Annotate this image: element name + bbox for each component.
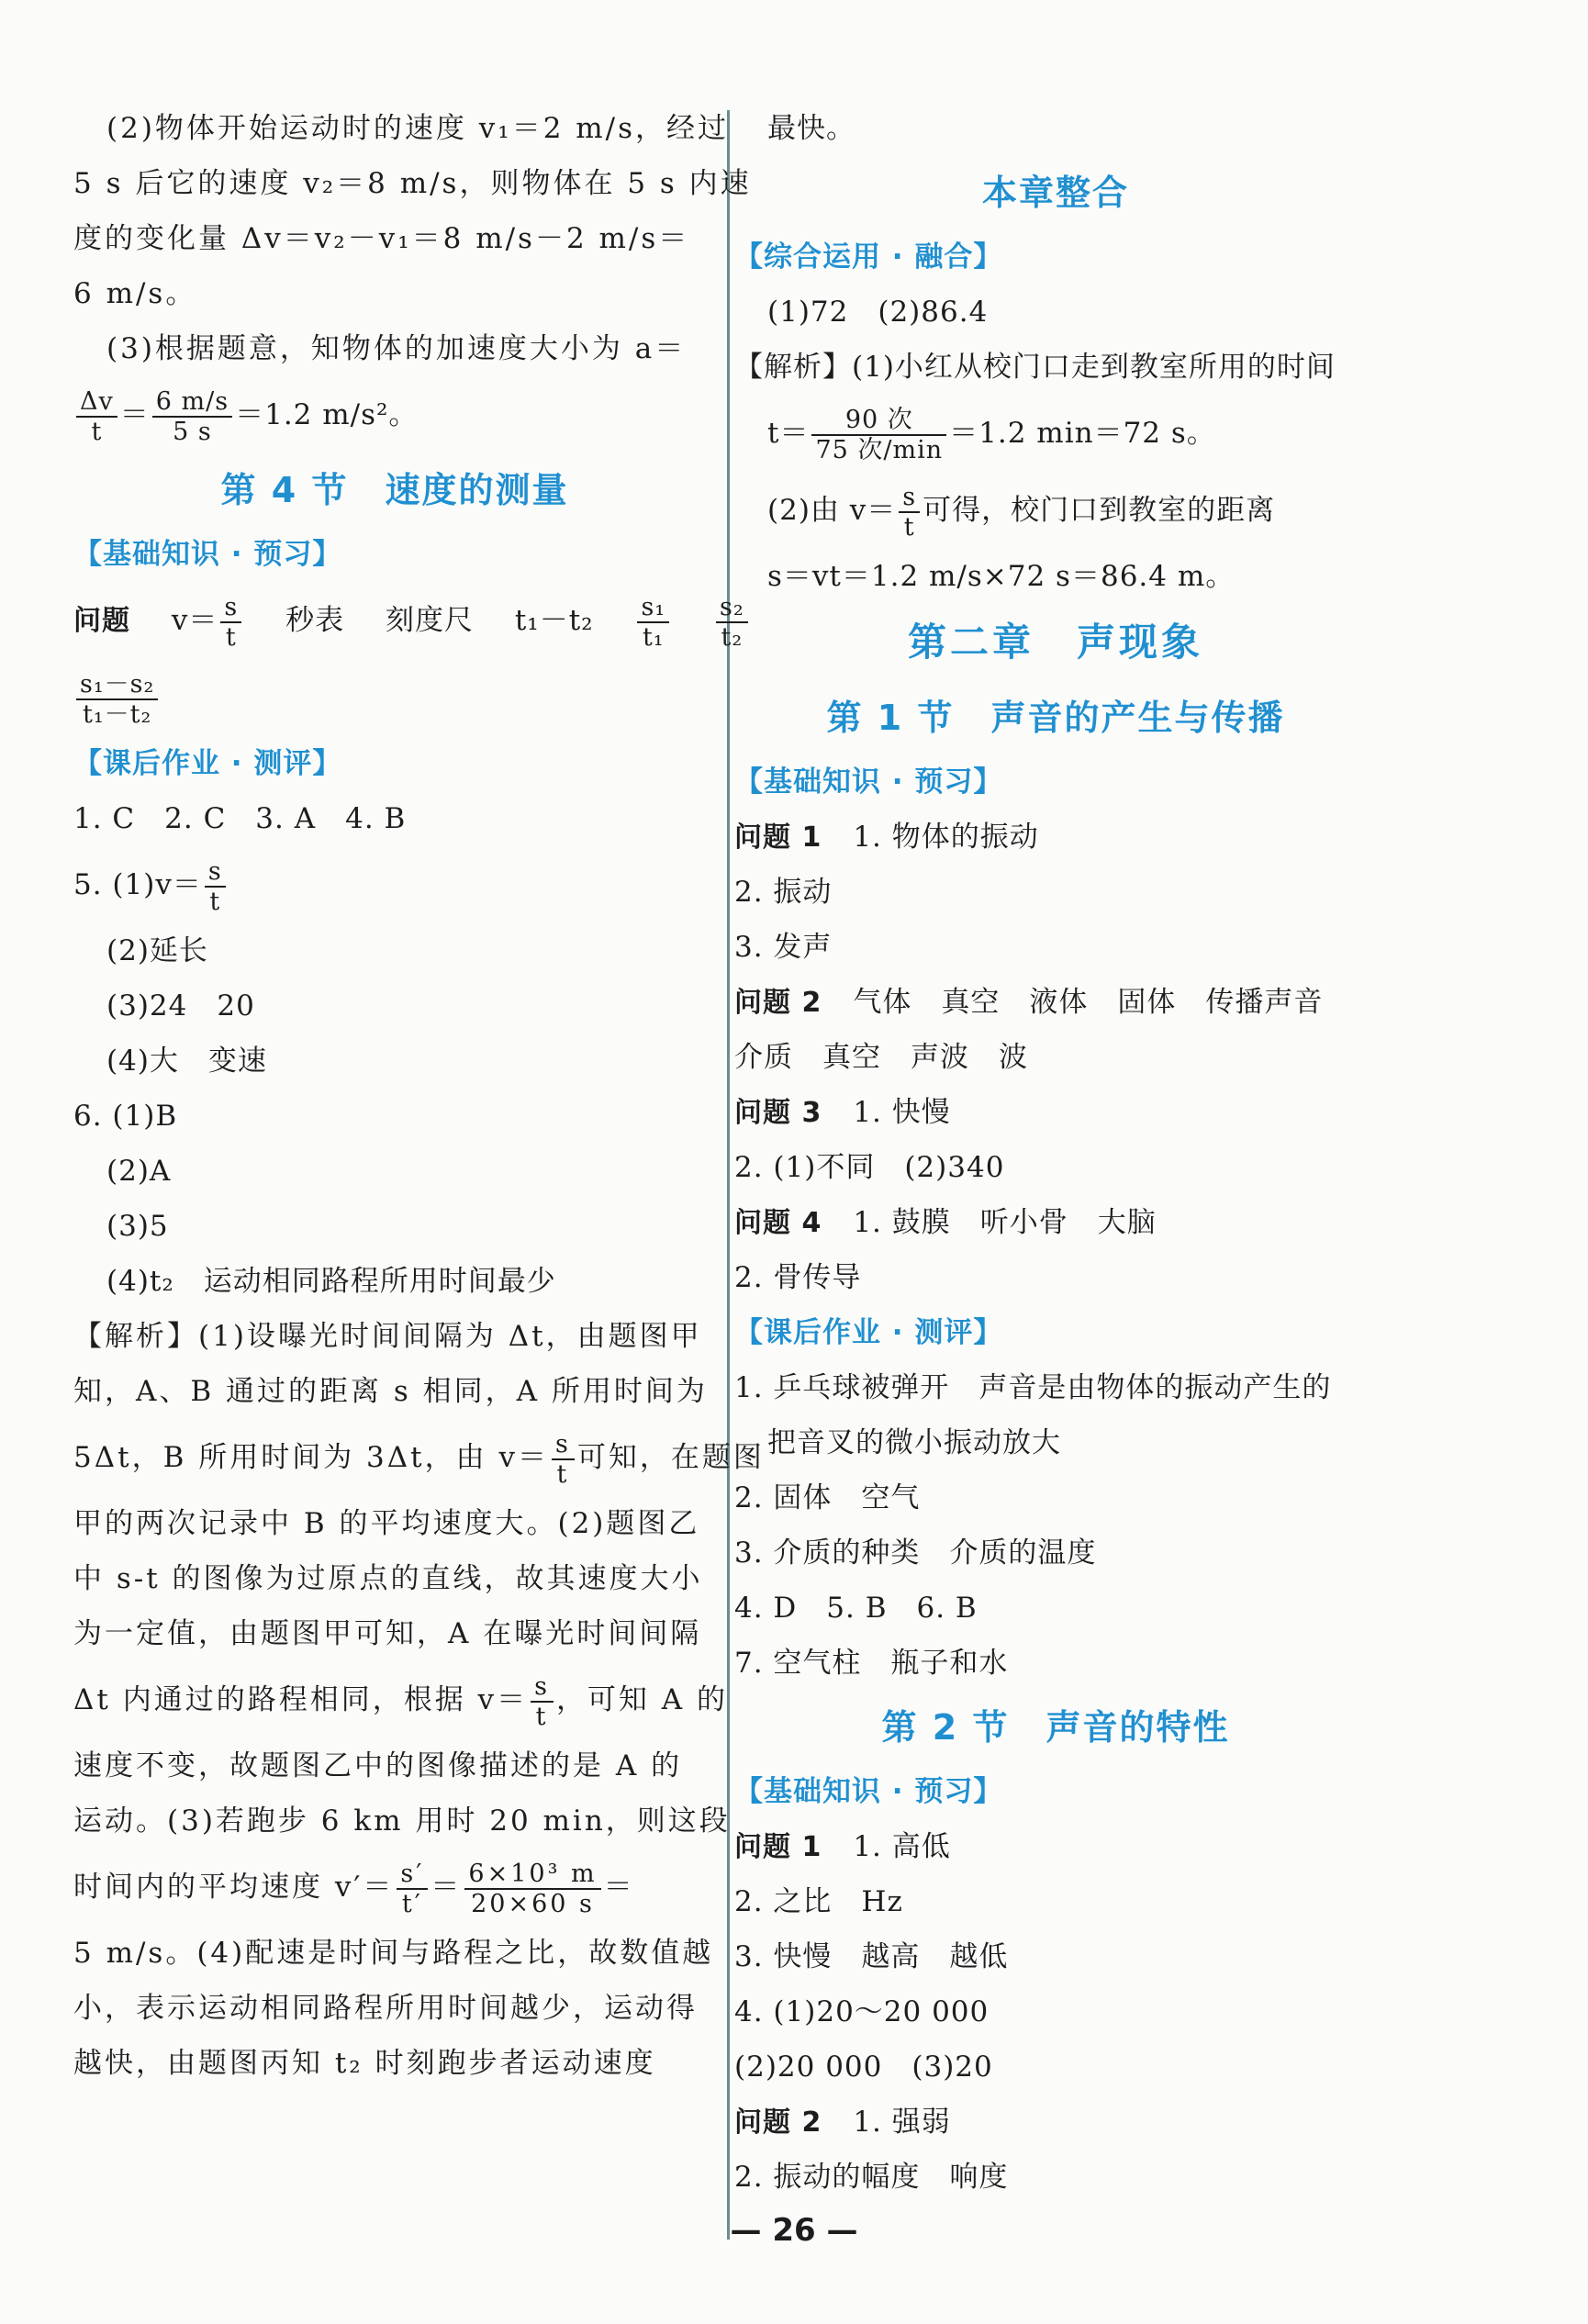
text-line: 越快，由题图丙知 t₂ 时刻跑步者运动速度 <box>73 2047 656 2080</box>
text-line: 【解析】(1)小红从校门口走到教室所用的时间 <box>734 351 1336 384</box>
answer-line: (3)24 20 <box>106 989 255 1022</box>
section-title: 第 4 节 速度的测量 <box>220 470 569 510</box>
text-line: 时间内的平均速度 v′＝ $\frac{s'}{t'}$ ＝ $\frac{\text{6×10³ m}}{20\times 60 s}$ ＝ <box>73 1859 635 1918</box>
text-line: (2)物体开始运动时的速度 v₁＝2 m/s，经过 <box>106 112 730 145</box>
section-tag: 【基础知识 · 预习】 <box>734 1775 1003 1808</box>
fraction: $\frac{\text{s₂}}{\text{t₂}}$ <box>716 593 748 652</box>
fraction: $\frac{s}{t}$ <box>899 483 920 542</box>
text-line: 为一定值，由题图甲可知，A 在曝光时间间隔 <box>73 1617 702 1650</box>
fraction: $\frac{s}{t}$ <box>531 1672 554 1731</box>
answer-line: 问题 v＝ $\frac{s}{t}$ 秒表 刻度尺 t₁－t₂ $\frac{\text{s₁}}{\text{t₁}}$ $\frac{\text{s₂}}{\text{t₂}}$ <box>73 582 716 659</box>
section-tag: 【基础知识 · 预习】 <box>73 538 342 571</box>
section-tag: 【基础知识 · 预习】 <box>734 765 1003 799</box>
answer-line: 问题 2 气体 真空 液体 固体 传播声音 <box>734 986 1324 1019</box>
answer-line: 介质 真空 声波 波 <box>734 1041 1028 1074</box>
fraction: $\frac{\text{s₁}}{\text{t₁}}$ <box>637 593 669 652</box>
fraction: $\frac{s'}{t'}$ <box>397 1860 428 1918</box>
text-line: (3)根据题意，知物体的加速度大小为 a＝ <box>106 332 687 365</box>
answer-line: 1. C 2. C 3. A 4. B <box>73 802 407 835</box>
answer-line: 2. 振动 <box>734 876 833 909</box>
text-line: 6 m/s。 <box>73 277 197 310</box>
fraction: $\frac{6 m/s}{5 s}$ <box>152 387 232 446</box>
column-divider <box>727 110 730 2240</box>
text-line: 5 m/s。(4)配速是时间与路程之比，故数值越 <box>73 1937 714 1970</box>
answer-line: 问题 4 1. 鼓膜 听小骨 大脑 <box>734 1206 1157 1239</box>
text-line: 速度不变，故题图乙中的图像描述的是 A 的 <box>73 1749 683 1782</box>
formula-line: t＝ $\frac{\text{90 次}}{\text{75 次/min}}$ ＝1.2 min＝72 s。 <box>767 405 1216 464</box>
fraction: $\frac{\text{90 次}}{\text{75 次/min}}$ <box>811 406 946 464</box>
text-line: 度的变化量 Δv＝v₂－v₁＝8 m/s－2 m/s＝ <box>73 222 690 255</box>
fraction: $\frac{\text{s₁－s₂}}{\text{t₁－t₂}}$ <box>76 670 158 729</box>
answer-line: (2)延长 <box>106 934 208 967</box>
section-title: 第 2 节 声音的特性 <box>881 1707 1230 1748</box>
answer-line: (2)A <box>106 1155 172 1188</box>
answer-line: 7. 空气柱 瓶子和水 <box>734 1647 1009 1680</box>
text-line: 中 s-t 的图像为过原点的直线，故其速度大小 <box>73 1562 703 1595</box>
fraction: $\frac{\text{6×10³ m}}{20\times 60 s}$ <box>464 1860 600 1918</box>
chapter-title: 第二章 声现象 <box>907 620 1203 665</box>
section-title: 第 1 节 声音的产生与传播 <box>826 698 1285 738</box>
fraction: $\frac{s}{t}$ <box>552 1430 575 1489</box>
fraction: $\frac{s}{t}$ <box>220 593 241 652</box>
fraction: $\frac{\Delta v}{t}$ <box>76 387 117 446</box>
answer-line: 2. 固体 空气 <box>734 1481 921 1514</box>
text-line: 甲的两次记录中 B 的平均速度大。(2)题图乙 <box>73 1507 700 1540</box>
answer-line: 3. 快慢 越高 越低 <box>734 1940 1009 1973</box>
answer-line: 2. 之比 Hz <box>734 1885 903 1918</box>
answer-line: (1)72 (2)86.4 <box>767 296 989 329</box>
answer-line: 4. (1)20～20 000 <box>734 1995 990 2028</box>
right-column <box>734 101 1377 2205</box>
text-line: 【解析】(1)设曝光时间间隔为 Δt，由题图甲 <box>73 1320 702 1353</box>
text-line: 小，表示运动相同路程所用时间越少，运动得 <box>73 1992 698 2025</box>
text-line: 运动。(3)若跑步 6 km 用时 20 min，则这段 <box>73 1804 731 1838</box>
answer-line: 3. 发声 <box>734 931 833 964</box>
formula-line: $\frac{\Delta v}{t}$ ＝ $\frac{6 m/s}{5 s}$ ＝1.2 m/s²。 <box>73 376 716 453</box>
formula-line: (2)由 v＝ $\frac{s}{t}$ 可得，校门口到教室的距离 <box>767 482 1276 542</box>
page-number: — 26 — <box>730 2212 858 2249</box>
answer-line: 问题 2 1. 强弱 <box>734 2106 951 2139</box>
answer-line: 1. 乒乓球被弹开 声音是由物体的振动产生的 <box>734 1371 1332 1404</box>
answer-line: 4. D 5. B 6. B <box>734 1592 978 1625</box>
text-line: Δt 内通过的路程相同，根据 v＝ $\frac{s}{t}$ ，可知 A 的 <box>73 1671 729 1731</box>
left-column <box>73 101 765 2091</box>
section-tag: 【综合运用 · 融合】 <box>734 240 1003 274</box>
answer-line: 把音叉的微小振动放大 <box>767 1426 1061 1459</box>
text-line: 知，A、B 通过的距离 s 相同，A 所用时间为 <box>73 1375 708 1408</box>
answer-line <box>73 659 716 736</box>
answer-line: 2. 骨传导 <box>734 1261 862 1294</box>
answer-line: 问题 1 1. 高低 <box>734 1830 951 1863</box>
answer-line: 问题 1 1. 物体的振动 <box>734 821 1039 854</box>
answer-line: 5. (1)v＝ $\frac{s}{t}$ <box>73 846 716 923</box>
text-line: 5 s 后它的速度 v₂＝8 m/s，则物体在 5 s 内速 <box>73 167 752 200</box>
text-line: 5Δt，B 所用时间为 3Δt，由 v＝ $\frac{s}{t}$ 可知，在题图 <box>73 1429 765 1489</box>
answer-line: 问题 3 1. 快慢 <box>734 1096 951 1129</box>
text-line: s＝vt＝1.2 m/s×72 s＝86.4 m。 <box>767 560 1236 593</box>
fraction: $\frac{s}{t}$ <box>205 857 226 916</box>
answer-line: (4)大 变速 <box>106 1045 267 1078</box>
answer-line: (3)5 <box>106 1210 169 1243</box>
chapter-review-title: 本章整合 <box>981 173 1129 213</box>
answer-line: 2. (1)不同 (2)340 <box>734 1151 1005 1184</box>
answer-line: (4)t₂ 运动相同路程所用时间最少 <box>106 1265 556 1298</box>
text-line: 最快。 <box>767 112 856 145</box>
answer-line: 2. 振动的幅度 响度 <box>734 2161 1009 2194</box>
answer-line: 3. 介质的种类 介质的温度 <box>734 1536 1097 1570</box>
section-tag: 【课后作业 · 测评】 <box>73 747 342 780</box>
answer-line: 6. (1)B <box>73 1100 178 1133</box>
section-tag: 【课后作业 · 测评】 <box>734 1316 1003 1349</box>
answer-line: (2)20 000 (3)20 <box>734 2050 993 2084</box>
